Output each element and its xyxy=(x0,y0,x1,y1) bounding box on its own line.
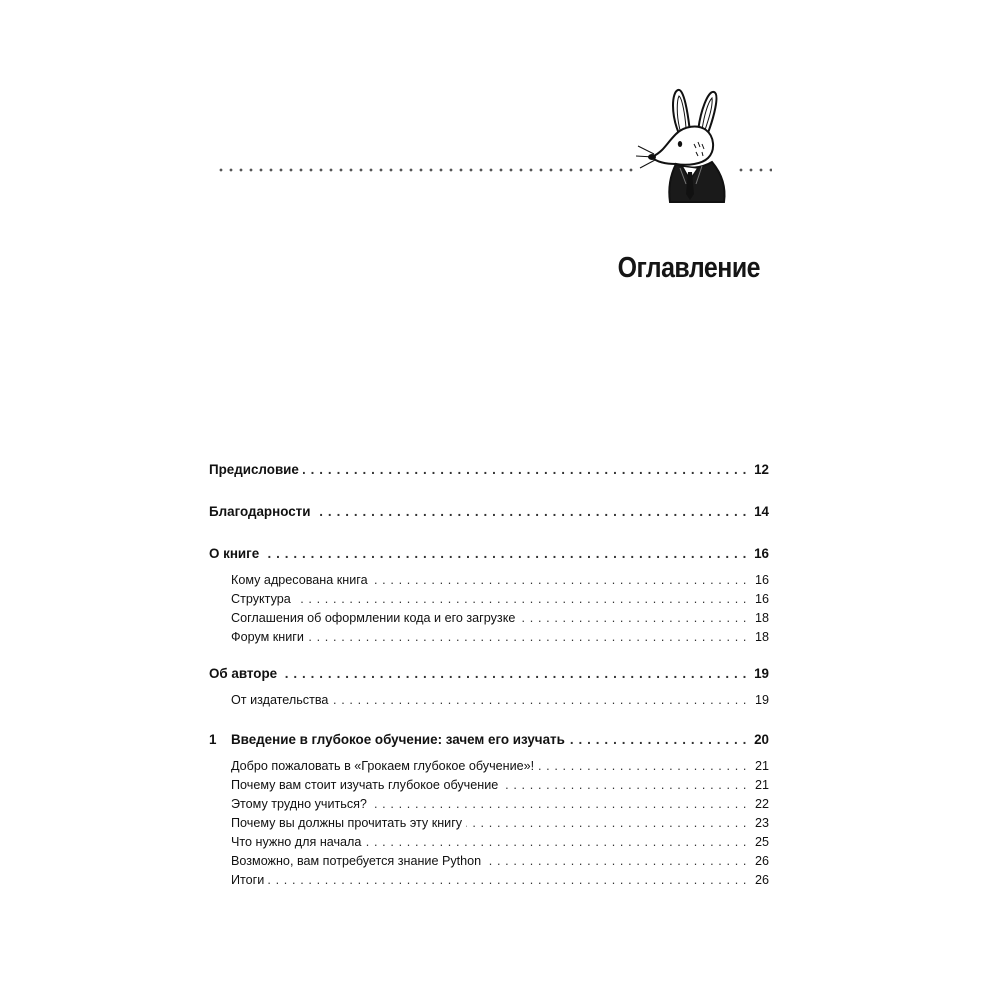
toc-subentry[interactable] xyxy=(209,873,769,887)
toc-entry-label: Благодарности xyxy=(209,504,311,519)
toc-entry-page: 19 xyxy=(754,666,769,681)
toc-leader-dots xyxy=(569,732,749,747)
toc-entry-acknowledgements[interactable] xyxy=(209,504,769,519)
toc-leader-dots xyxy=(372,573,749,587)
toc-entry-label: Структура xyxy=(231,592,291,606)
toc-entry-page: 21 xyxy=(754,759,769,773)
toc-leader-dots xyxy=(365,835,749,849)
toc-entry-preface[interactable] xyxy=(209,462,769,477)
toc-entry-label: Почему вы должны прочитать эту книгу xyxy=(231,816,463,830)
toc-entry-label: Форум книги xyxy=(231,630,304,644)
toc-subentry[interactable] xyxy=(209,693,769,707)
toc-entry-page: 16 xyxy=(754,573,769,587)
toc-subentry[interactable] xyxy=(209,816,769,830)
toc-entry-label: От издательства xyxy=(231,693,329,707)
toc-entry-label: Об авторе xyxy=(209,666,278,681)
toc-subentry[interactable] xyxy=(209,592,769,606)
toc-subentry[interactable] xyxy=(209,797,769,811)
toc-subentry[interactable] xyxy=(209,778,769,792)
toc-entry-page: 18 xyxy=(754,611,769,625)
toc-leader-dots xyxy=(371,797,749,811)
toc-subentry[interactable] xyxy=(209,854,769,868)
toc-entry-page: 20 xyxy=(754,732,769,747)
toc-leader-dots xyxy=(268,873,749,887)
toc-entry-page: 12 xyxy=(754,462,769,477)
toc-entry-label: Предисловие xyxy=(209,462,299,477)
toc-leader-dots xyxy=(466,816,749,830)
toc-subentry[interactable] xyxy=(209,573,769,587)
toc-entry-label: Почему вам стоит изучать глубокое обучение xyxy=(231,778,499,792)
header-dotted-rule-right xyxy=(736,167,772,173)
toc-entry-label: Соглашения об оформлении кода и его загрузке xyxy=(231,611,516,625)
toc-subentry[interactable] xyxy=(209,835,769,849)
toc-leader-dots xyxy=(308,630,749,644)
toc-leader-dots xyxy=(332,693,749,707)
toc-entry-page: 19 xyxy=(754,693,769,707)
toc-leader-dots xyxy=(519,611,749,625)
toc-entry-page: 22 xyxy=(754,797,769,811)
toc-entry-page: 16 xyxy=(754,546,769,561)
toc-leader-dots xyxy=(303,462,749,477)
toc-entry-label: Возможно, вам потребуется знание Python xyxy=(231,854,482,868)
toc-entry-label: Введение в глубокое обучение: зачем его изучать xyxy=(231,732,565,747)
toc-entry-page: 26 xyxy=(754,854,769,868)
toc-entry-page: 26 xyxy=(754,873,769,887)
page-title: Оглавление xyxy=(617,252,760,284)
toc-entry-label: Этому трудно учиться? xyxy=(231,797,367,811)
toc-subentry[interactable] xyxy=(209,611,769,625)
rat-in-suit-icon xyxy=(636,84,740,208)
toc-entry-page: 21 xyxy=(754,778,769,792)
toc-leader-dots xyxy=(502,778,749,792)
toc-entry-page: 16 xyxy=(754,592,769,606)
toc-entry-label: Что нужно для начала xyxy=(231,835,362,849)
toc-entry-label: О книге xyxy=(209,546,260,561)
toc-chapter-number: 1 xyxy=(209,732,217,747)
toc-entry-page: 14 xyxy=(754,504,769,519)
toc-leader-dots xyxy=(538,759,749,773)
toc-entry-about-book[interactable] xyxy=(209,546,769,561)
toc-leader-dots xyxy=(314,504,749,519)
toc-entry-page: 25 xyxy=(754,835,769,849)
toc-entry-about-author[interactable] xyxy=(209,666,769,681)
toc-subentry[interactable] xyxy=(209,630,769,644)
toc-entry-page: 23 xyxy=(754,816,769,830)
toc-entry-label: Кому адресована книга xyxy=(231,573,368,587)
toc-entry-page: 18 xyxy=(754,630,769,644)
toc-leader-dots xyxy=(281,666,749,681)
toc-subentry[interactable] xyxy=(209,759,769,773)
toc-leader-dots xyxy=(295,592,749,606)
toc-entry-chapter-1[interactable] xyxy=(209,732,769,747)
toc-entry-label: Добро пожаловать в «Грокаем глубокое обучение»! xyxy=(231,759,535,773)
header-dotted-rule-left xyxy=(216,167,634,173)
toc-leader-dots xyxy=(485,854,749,868)
toc-entry-label: Итоги xyxy=(231,873,265,887)
toc-leader-dots xyxy=(263,546,749,561)
